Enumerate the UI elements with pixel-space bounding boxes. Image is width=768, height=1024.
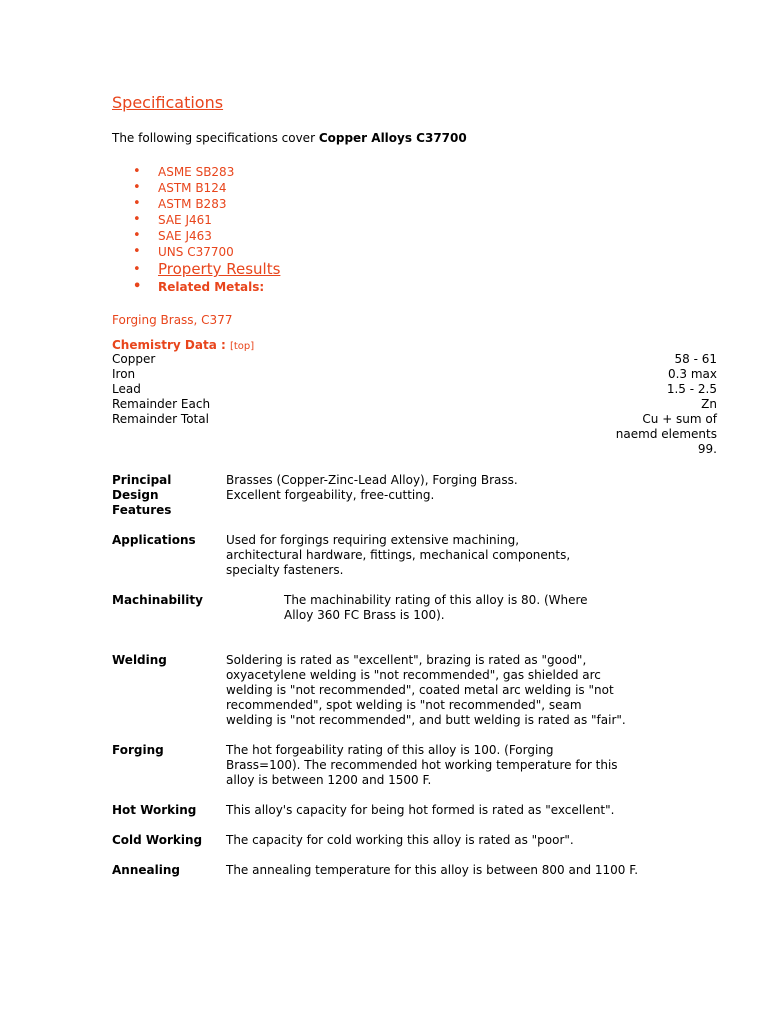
- welding-text: Soldering is rated as "excellent", brazing is rated as "good", oxyacetylene welding is "not recommended", gas shielded arc welding is "not recommended", coated metal arc welding is "not recommended", spot welding is "not recommended", seam welding is "not recommended", and butt welding is rated as "fair".: [226, 653, 626, 727]
- spec-item: • ASTM B124: [133, 180, 280, 196]
- chem-element: Iron: [112, 367, 136, 381]
- chem-value: 58 - 61: [674, 352, 717, 366]
- chemistry-values: [616, 352, 717, 457]
- chemistry-elements: [112, 352, 210, 427]
- machinability-text: The machinability rating of this alloy is 80. (Where Alloy 360 FC Brass is 100).: [284, 593, 588, 622]
- applications-text: Used for forgings requiring extensive machining, architectural hardware, fittings, mechanical components, specialty fasteners.: [226, 533, 571, 577]
- forging-label: Forging: [112, 743, 164, 757]
- chem-element: Copper: [112, 352, 156, 366]
- annealing-text: The annealing temperature for this alloy is between 800 and 1100 F.: [226, 863, 639, 877]
- chemistry-title: [112, 338, 254, 352]
- cold-working-label: Cold Working: [112, 833, 203, 847]
- annealing-label: Annealing: [112, 863, 180, 877]
- property-results-item[interactable]: [133, 260, 280, 279]
- welding-label: Welding: [112, 653, 167, 667]
- spec-item: • SAE J463: [133, 228, 280, 244]
- forging-text: The hot forgeability rating of this alloy is 100. (Forging Brass=100). The recommended hot working temperature for this alloy is between 1200 and 1500 F.: [226, 743, 618, 787]
- specifications-heading: Specifications: [112, 93, 224, 112]
- machinability-label: Machinability: [112, 593, 203, 607]
- principal-design-features-text: Brasses (Copper-Zinc-Lead Alloy), Forging Brass. Excellent forgeability, free-cutting.: [226, 473, 518, 502]
- chem-element: Lead: [112, 382, 141, 396]
- principal-design-features-label: Principal Design Features: [112, 473, 172, 517]
- related-metals-label: • Related Metals:: [133, 279, 280, 295]
- spec-item: • ASME SB283: [133, 164, 280, 180]
- intro-text: The following specifications cover: [112, 131, 319, 145]
- applications-label: Applications: [112, 533, 196, 547]
- hot-working-text: This alloy's capacity for being hot formed is rated as "excellent".: [226, 803, 615, 817]
- spec-item: • UNS C37700: [133, 244, 280, 260]
- hot-working-label: Hot Working: [112, 803, 197, 817]
- chem-value: Cu + sum of: [642, 412, 717, 426]
- chemistry-title-text: Chemistry Data :: [112, 338, 230, 352]
- chem-value-cont: naemd elements: [615, 427, 717, 441]
- top-link[interactable]: [top]: [229, 341, 255, 352]
- specifications-list: [133, 164, 280, 295]
- chem-value-cont: 99.: [697, 442, 717, 456]
- chem-value: 1.5 - 2.5: [666, 382, 717, 396]
- chem-value: Zn: [701, 397, 717, 411]
- chem-value: 0.3 max: [667, 367, 717, 381]
- alloy-code: Copper Alloys C37700: [318, 131, 467, 145]
- spec-item: • ASTM B283: [133, 196, 280, 212]
- chem-element: Remainder Total: [112, 412, 209, 426]
- chem-element: Remainder Each: [112, 397, 211, 411]
- property-results-link[interactable]: Property Results: [158, 260, 281, 278]
- spec-item: • SAE J461: [133, 212, 280, 228]
- specifications-intro: [112, 131, 467, 145]
- alloy-name: Forging Brass, C377: [112, 313, 233, 327]
- cold-working-text: The capacity for cold working this alloy is rated as "poor".: [226, 833, 574, 847]
